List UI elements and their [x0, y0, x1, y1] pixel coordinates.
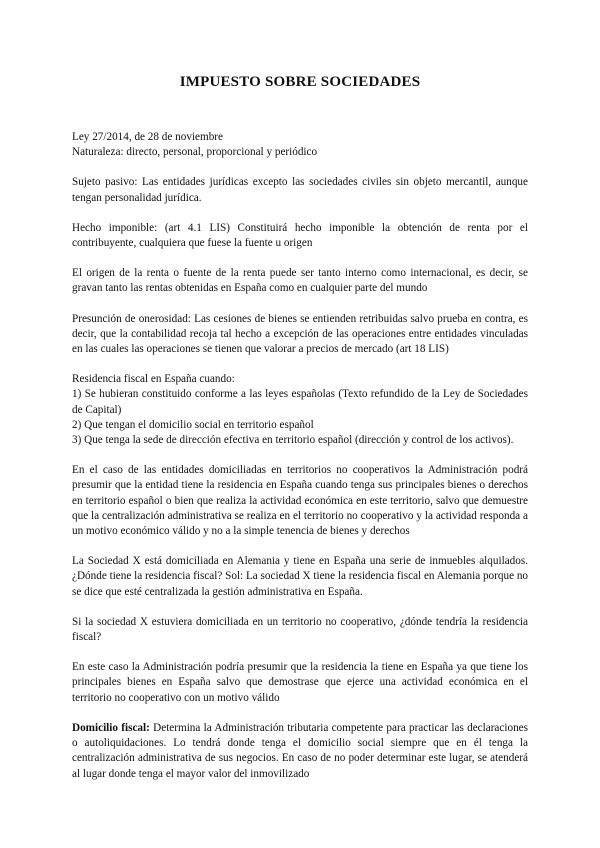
tax-domicile-label: Domicilio fiscal: [72, 721, 150, 734]
taxable-subject-paragraph: Sujeto pasivo: Las entidades jurídicas excepto las sociedades civiles sin objeto mercantil, aunque tengan personalidad jurídica. [72, 176, 528, 204]
law-reference-block [72, 130, 528, 160]
taxable-event-paragraph: Hecho imponible: (art 4.1 LIS) Constituirá hecho imponible la obtención de renta por el contribuyente, cualquiera que fuese la fuente u origen [72, 221, 528, 250]
residence-item: 3) Que tenga la sede de dirección efectiva en territorio español (dirección y control de los activos). [72, 434, 514, 447]
tax-domicile-paragraph [72, 721, 528, 782]
example-answer-paragraph: En este caso la Administración podría presumir que la residencia la tiene en España ya que tiene los principales bienes en España salvo que demostrase que ejerce una actividad económica en el territorio no cooperativo con un motivo válido [72, 661, 528, 704]
document-title: IMPUESTO SOBRE SOCIEDADES [179, 74, 421, 90]
income-origin-paragraph: El origen de la renta o fuente de la renta puede ser tanto interno como internacional, es decir, se gravan tanto las rentas obtenidas en España como en cualquier parte del mundo [72, 267, 528, 295]
residence-item: 2) Que tengan el domicilio social en territorio español [72, 418, 314, 431]
example-paragraph: La Sociedad X está domiciliada en Alemania y tiene en España una serie de inmuebles alquilados. ¿Dónde tiene la residencia fiscal? Sol: La sociedad X tiene la residencia fiscal en Alemania porque no se dice que esté centralizada la gestión administrativa en España. [72, 555, 529, 598]
non-cooperative-territory-paragraph: En el caso de las entidades domiciliadas en territorios no cooperativos la Administración podrá presumir que la entidad tiene la residencia en España cuando tenga sus principales bienes o derechos en territorio español o bien que realiza la actividad económica en este territorio, salvo que demuestre que la centralización administrativa se realiza en el territorio no cooperativo y la actividad responda a un motivo económico válido y no a la simple tenencia de bienes y derechos [72, 464, 528, 538]
example-question-paragraph: Si la sociedad X estuviera domiciliada en un territorio no cooperativo, ¿dónde tendría la residencia fiscal? [72, 615, 528, 644]
law-reference: Ley 27/2014, de 28 de noviembre [72, 131, 223, 143]
tax-residence-heading: Residencia fiscal en España cuando: [72, 373, 235, 386]
tax-domicile-text: Determina la Administración tributaria competente para practicar las declaraciones o autoliquidaciones. Lo tendrá donde tenga el domicilio social siempre que en él tenga la centralización administrativa de sus negocios. En caso de no poder determinar este lugar, se atenderá al lugar donde tenga el mayor valor del inmovilizado [72, 721, 528, 780]
onerosity-paragraph: Presunción de onerosidad: Las cesiones de bienes se entienden retribuidas salvo prueba en contra, es decir, que la contabilidad recoja tal hecho a excepción de las operaciones entre entidades vinculadas en las cuales las operaciones se tienen que valorar a precios de mercado (art 18 LIS) [72, 312, 528, 356]
tax-nature: Naturaleza: directo, personal, proporcional y periódico [72, 146, 318, 159]
residence-item: 1) Se hubieran constituido conforme a las leyes españolas (Texto refundido de la Ley de Sociedades de Capital) [72, 388, 528, 416]
tax-residence-block [72, 372, 528, 448]
document-body [72, 130, 528, 797]
